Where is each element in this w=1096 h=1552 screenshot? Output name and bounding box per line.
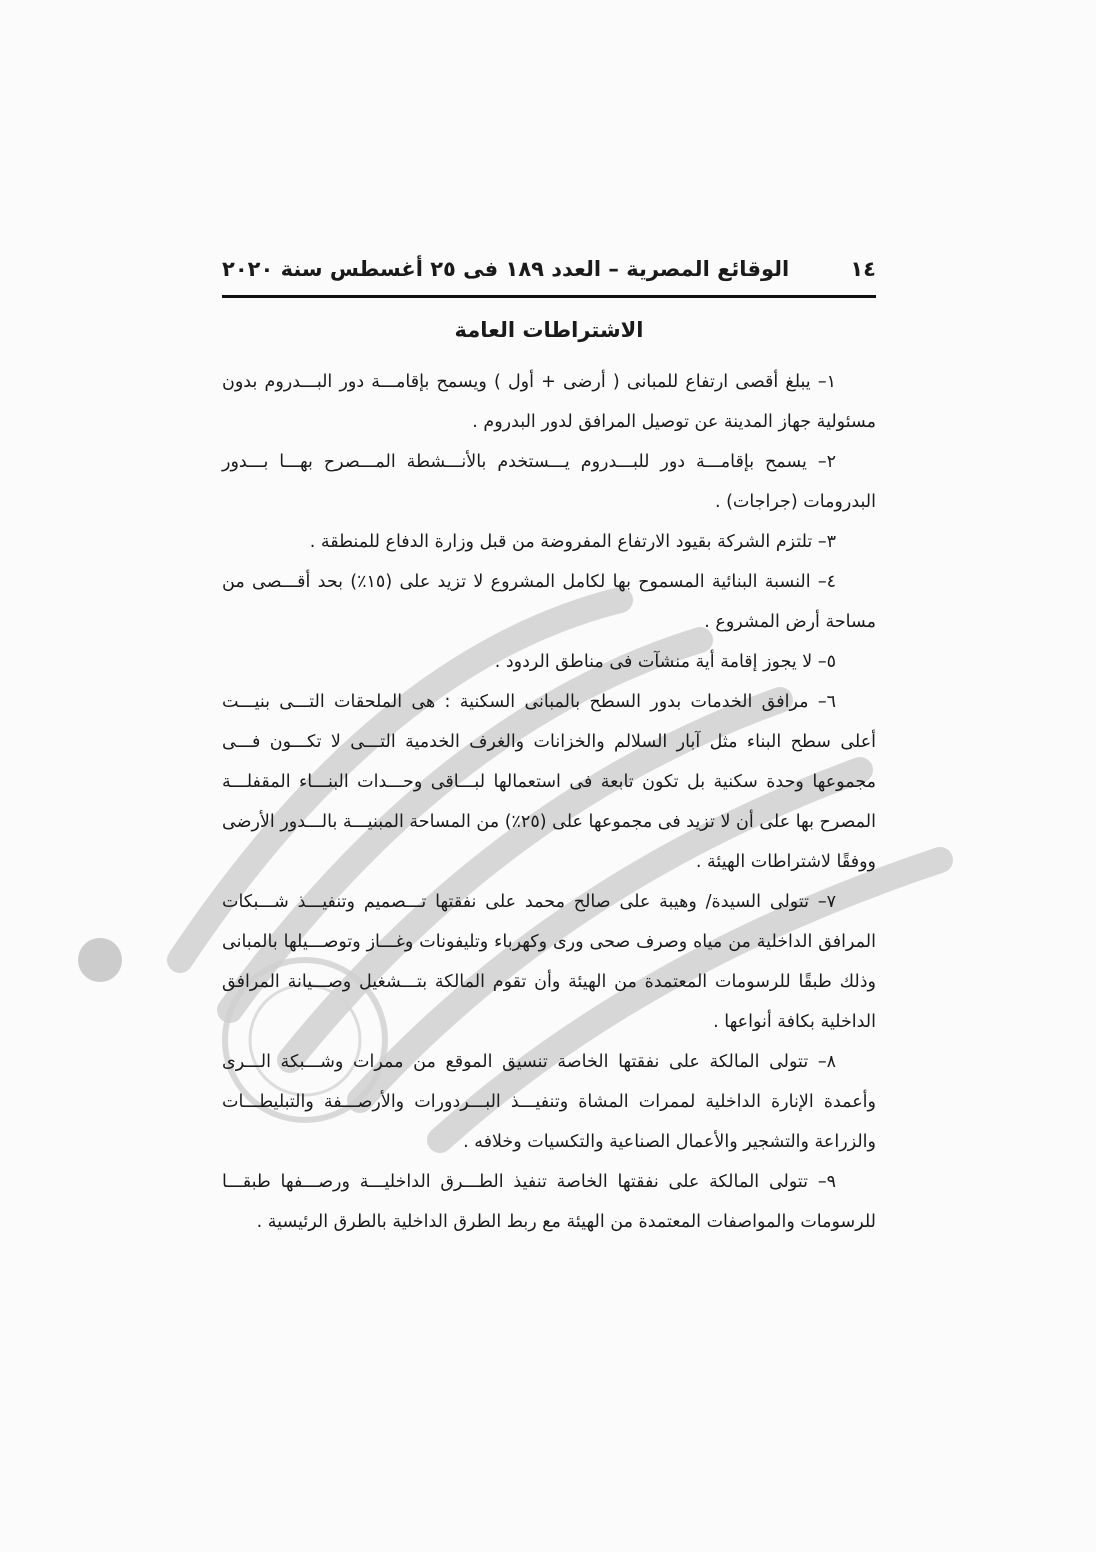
clause-5: ٥– لا يجوز إقامة أية منشآت فى مناطق الردود . (494, 652, 836, 672)
clause-3: ٣– تلتزم الشركة بقيود الارتفاع المفروضة من قبل وزارة الدفاع للمنطقة . (309, 532, 836, 552)
clause-2: ٢– يسمح بإقامـــة دور للبـــدروم يـــستخدم بالأنـــشطة المـــصرح بهـــا بـــدور البدرومات (جراجات) . (222, 452, 876, 512)
clause-4: ٤– النسبة البنائية المسموح بها لكامل المشروع لا تزيد على (١٥٪) بحد أقـــصى من مساحة أرض المشروع . (222, 572, 876, 632)
header-divider (222, 295, 876, 298)
clauses-body (222, 362, 876, 1242)
section-title: الاشتراطات العامة (454, 318, 644, 342)
page-number: ١٤ (850, 257, 876, 281)
clause-8: ٨– تتولى المالكة على نفقتها الخاصة تنسيق الموقع من ممرات وشـــبكة الـــرى وأعمدة الإنارة الداخلية لممرات المشاة وتنفيـــذ البـــردورات والأرصـــفة والتبليطـــات والزراعة والتشجير والأعمال الصناعية والتكسيات وخلافه . (222, 1052, 876, 1152)
publication-line: الوقائع المصرية – العدد ١٨٩ فى ٢٥ أغسطس سنة ٢٠٢٠ (222, 257, 790, 281)
clause-6: ٦– مرافق الخدمات بدور السطح بالمبانى السكنية : هى الملحقات التـــى بنيـــت أعلى سطح البناء مثل آبار السلالم والخزانات والغرف الخدمية التـــى لا تكـــون فـــى مجموعها وحدة سكنية بل تكون تابعة فى استعمالها لبـــاقى وحـــدات البنـــاء المقفلـــة المصرح بها على أن لا تزيد فى مجموعها على (٢٥٪) من المساحة المبنيـــة بالـــدور الأرضى ووفقًا لاشتراطات الهيئة . (222, 692, 876, 872)
page-header (222, 248, 876, 290)
clause-1: ١– يبلغ أقصى ارتفاع للمبانى ( أرضى + أول ) ويسمح بإقامـــة دور البـــدروم بدون مسئولية جهاز المدينة عن توصيل المرافق لدور البدروم . (222, 372, 876, 432)
clause-9: ٩– تتولى المالكة على نفقتها الخاصة تنفيذ الطـــرق الداخليـــة ورصـــفها طبقـــا للرسومات والمواصفات المعتمدة من الهيئة مع ربط الطرق الداخلية بالطرق الرئيسية . (222, 1172, 876, 1232)
clause-7: ٧– تتولى السيدة/ وهيبة على صالح محمد على نفقتها تـــصميم وتنفيـــذ شـــبكات المرافق الداخلية من مياه وصرف صحى ورى وكهرباء وتليفونات وغـــاز وتوصـــيلها بالمبانى وذلك طبقًا للرسومات المعتمدة من الهيئة وأن تقوم المالكة بتـــشغيل وصـــيانة المرافق الداخلية بكافة أنواعها . (222, 892, 876, 1032)
